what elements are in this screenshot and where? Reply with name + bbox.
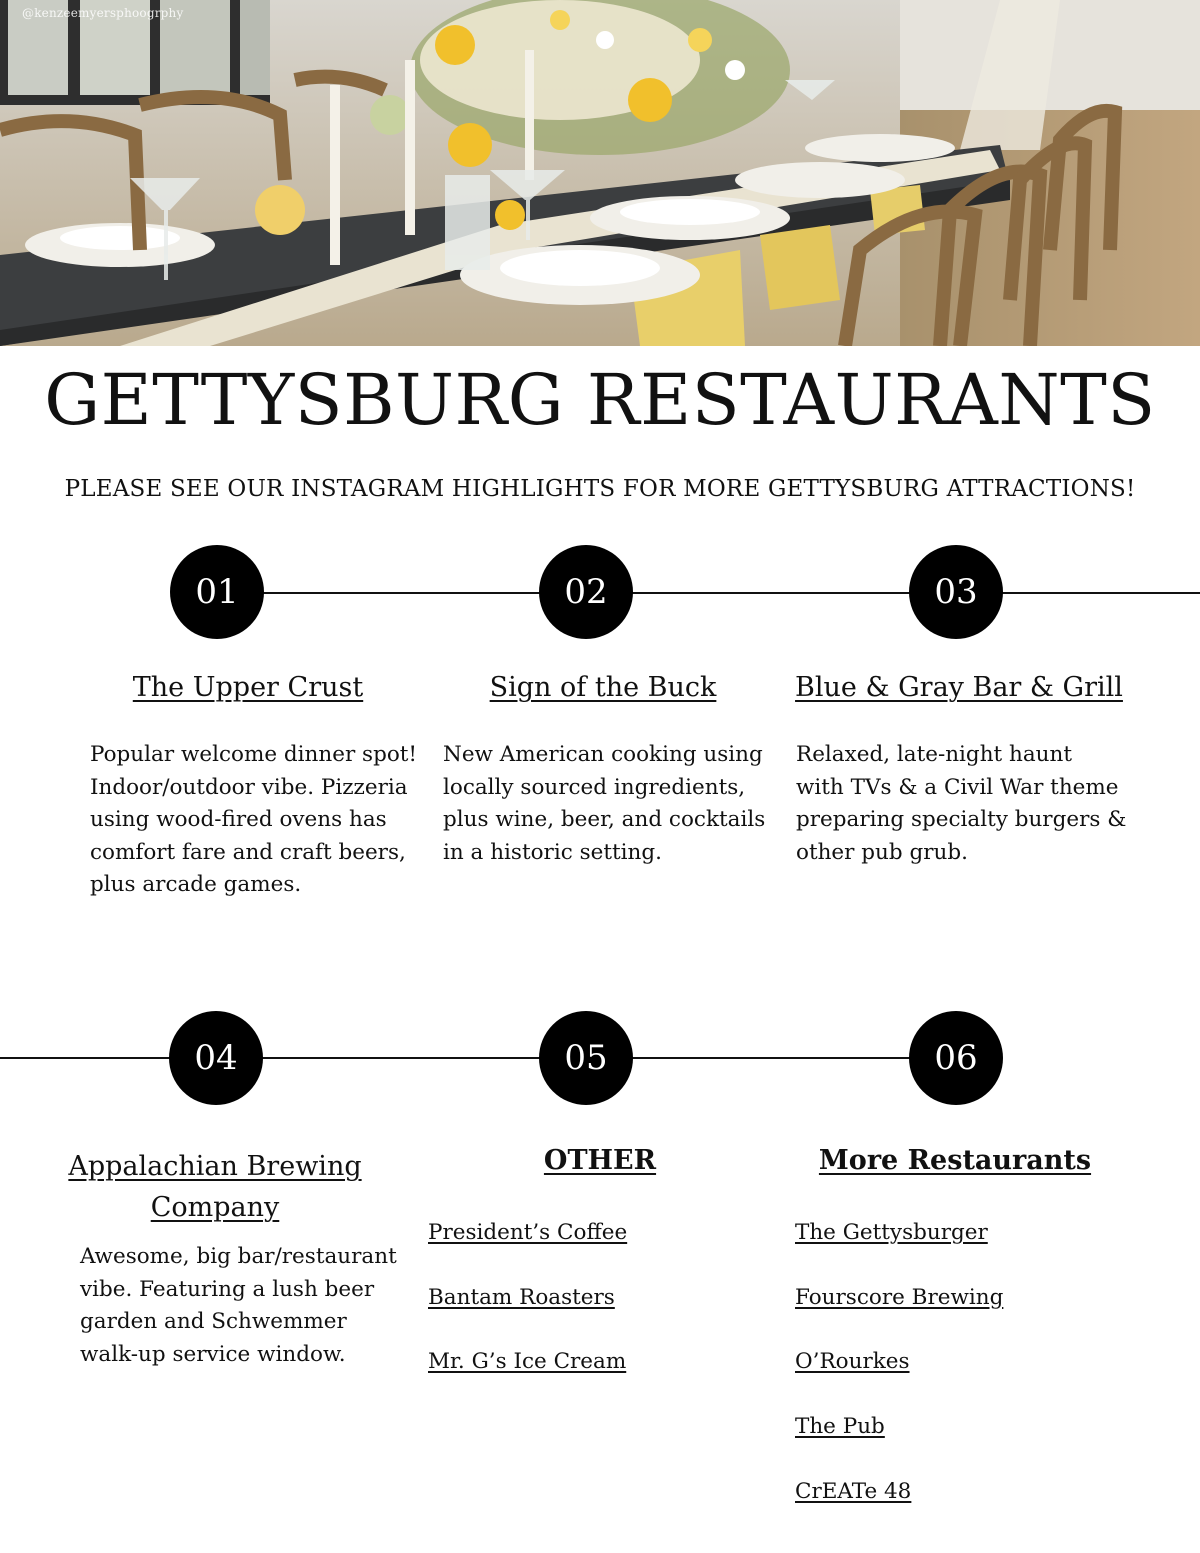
timeline-line-top (215, 592, 1200, 594)
other-link-mr-gs-ice-cream[interactable]: Mr. G’s Ice Cream (428, 1349, 627, 1375)
timeline-line-bottom (0, 1057, 956, 1059)
restaurant-desc-4: Awesome, big bar/restaurant vibe. Featuring a lush beer garden and Schwemmer walk-up service window. (80, 1244, 397, 1367)
more-link-orourkes[interactable]: O’Rourkes (795, 1349, 910, 1375)
list-item[interactable] (428, 1347, 728, 1412)
step-badge-04: 04 (169, 1011, 263, 1105)
more-link-the-pub[interactable]: The Pub (795, 1414, 885, 1440)
more-link-gettysburger[interactable]: The Gettysburger (795, 1220, 988, 1245)
restaurant-name-4[interactable] (55, 1146, 375, 1228)
more-link-fourscore[interactable]: Fourscore Brewing (795, 1284, 1004, 1310)
restaurant-desc-1: Popular welcome dinner spot! Indoor/outdoor vibe. Pizzeria using wood-fired ovens has comfort fare and craft beers, plus arcade games. (90, 742, 418, 897)
more-restaurants-heading: More Restaurants (818, 1145, 1092, 1176)
more-restaurants-list (795, 1218, 1095, 1541)
list-item[interactable] (795, 1412, 1095, 1477)
photo-credit: @kenzeemyersphoogrphy (22, 6, 184, 20)
other-link-presidents-coffee[interactable]: President’s Coffee (428, 1220, 628, 1245)
restaurant-link-sign-of-the-buck[interactable]: Sign of the Buck (489, 672, 717, 703)
list-item[interactable] (428, 1283, 728, 1348)
restaurant-link-upper-crust[interactable]: The Upper Crust (132, 672, 364, 703)
other-list (428, 1218, 728, 1412)
list-item[interactable] (428, 1218, 728, 1283)
restaurant-name-2[interactable] (443, 667, 763, 708)
more-link-create-48[interactable]: CrEATe 48 (795, 1478, 912, 1504)
hero-photo (0, 0, 1200, 346)
restaurant-link-blue-gray[interactable]: Blue & Gray Bar & Grill (795, 672, 1123, 703)
step-badge-03: 03 (909, 545, 1003, 639)
other-heading: OTHER (543, 1145, 657, 1176)
page-title: GETTYSBURG RESTAURANTS (44, 359, 1156, 441)
list-item[interactable] (795, 1347, 1095, 1412)
restaurant-name-1[interactable] (90, 667, 406, 708)
restaurant-name-3[interactable] (790, 667, 1128, 708)
step-badge-02: 02 (539, 545, 633, 639)
restaurant-desc-2: New American cooking using locally sourced ingredients, plus wine, beer, and cocktails in a historic setting. (443, 742, 766, 865)
page-subtitle: PLEASE SEE OUR INSTAGRAM HIGHLIGHTS FOR MORE GETTYSBURG ATTRACTIONS! (64, 476, 1136, 502)
list-item[interactable] (795, 1218, 1095, 1283)
step-badge-05: 05 (539, 1011, 633, 1105)
restaurant-desc-3: Relaxed, late-night haunt with TVs & a Civil War theme preparing specialty burgers & other pub grub. (796, 742, 1127, 865)
list-item[interactable] (795, 1283, 1095, 1348)
list-item[interactable] (795, 1477, 1095, 1542)
step-badge-06: 06 (909, 1011, 1003, 1105)
step-badge-01: 01 (170, 545, 264, 639)
restaurant-link-appalachian[interactable]: Appalachian Brewing Company (68, 1151, 362, 1223)
other-link-bantam-roasters[interactable]: Bantam Roasters (428, 1284, 615, 1310)
